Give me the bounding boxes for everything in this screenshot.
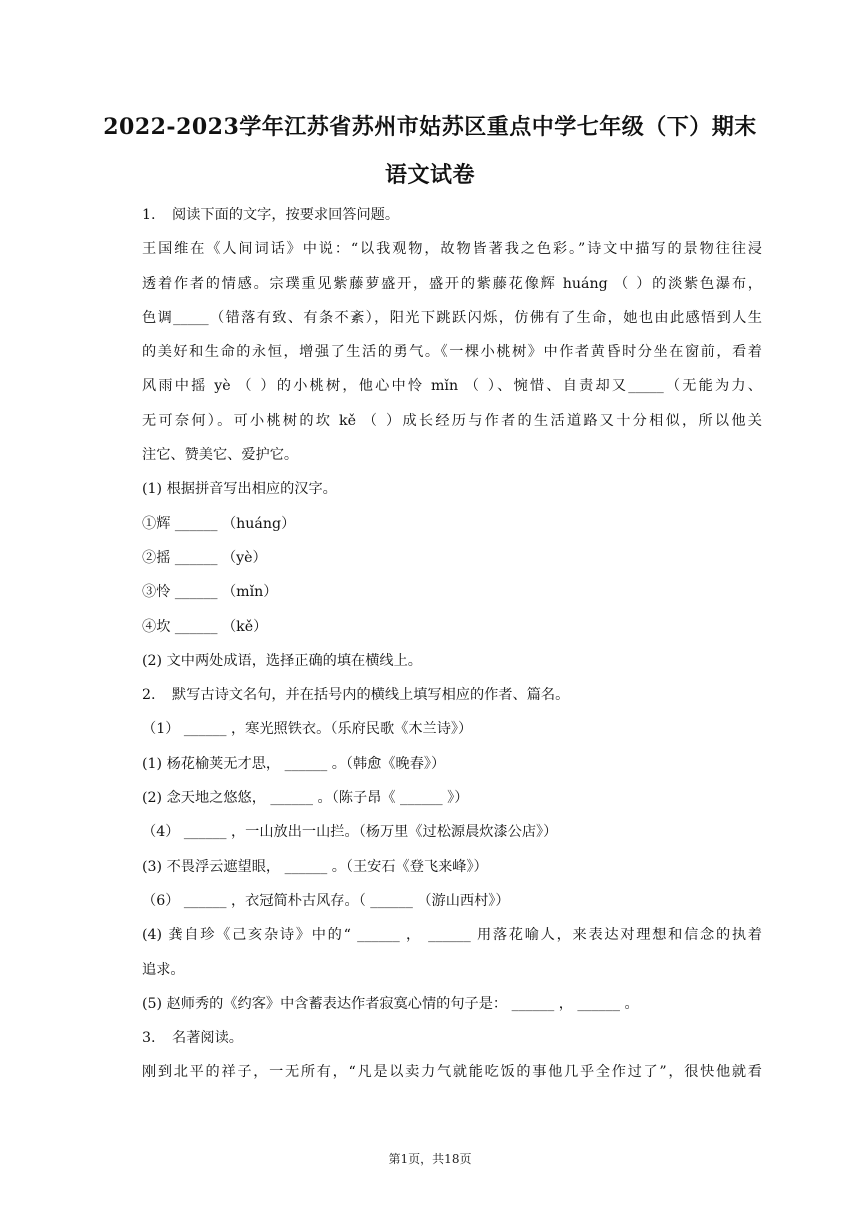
poem-line: 追求。 <box>142 961 185 978</box>
passage-line: 刚到北平的祥子，一无所有，“凡是以卖力气就能吃饭的事他几乎全作过了”，很快他就看 <box>142 1064 762 1081</box>
poem-line: （4） ______ ，一山放出一山拦。（杨万里《过松源晨炊漆公店》） <box>142 824 558 841</box>
poem-line: (4) 龚自珍《己亥杂诗》中的“ ______ ， ______ 用落花喻人，来表达对理想和信念的执着 <box>142 927 762 944</box>
poem-line: (1) 杨花榆荚无才思， ______ 。（韩愈《晚春》） <box>142 755 446 772</box>
poem-line: (2) 念天地之悠悠， ______ 。（陈子昂《 ______ 》） <box>142 790 469 807</box>
poem-line: （1） ______ ，寒光照铁衣。（乐府民歌《木兰诗》） <box>142 721 473 738</box>
document-body <box>142 198 762 1090</box>
question-number: 1. <box>142 207 156 223</box>
sub-question: (2) 文中两处成语，选择正确的填在横线上。 <box>142 652 422 669</box>
question-prompt: 名著阅读。 <box>172 1030 243 1047</box>
question-number: 2. <box>142 687 156 704</box>
passage-line: 色调_____（错落有致、有条不紊），阳光下跳跃闪烁，仿佛有了生命，她也由此感悟到人生 <box>142 309 762 326</box>
passage-line: 透着作者的情感。宗璞重见紫藤萝盛开，盛开的紫藤花像辉 huáng （ ）的淡紫色瀑布， <box>142 275 762 292</box>
poem-line: （6） ______ ，衣冠简朴古风存。（ ______ （游山西村》） <box>142 892 510 909</box>
passage-line: 王国维在《人间词话》中说：“以我观物，故物皆著我之色彩。”诗文中描写的景物往往浸 <box>142 241 762 258</box>
page-footer: 第1页，共18页 <box>388 1152 472 1166</box>
poem-line: (5) 赵师秀的《约客》中含蓄表达作者寂寞心情的句子是： ______ ， ______ 。 <box>142 995 639 1012</box>
sub-question: (1) 根据拼音写出相应的汉字。 <box>142 481 337 498</box>
passage-line: 注它、赞美它、爱护它。 <box>142 447 299 464</box>
question-1-heading <box>142 198 762 232</box>
answer-item: ④坎 ______ （kě） <box>142 618 268 635</box>
answer-item: ①辉 ______ （huáng） <box>142 515 296 532</box>
question-2-heading <box>142 678 762 712</box>
document-title-line1: 2022-2023学年江苏省苏州市姑苏区重点中学七年级（下）期末 <box>103 114 757 140</box>
passage-line: 无可奈何）。可小桃树的坎 kě （ ）成长经历与作者的生活道路又十分相似，所以他关 <box>142 412 762 429</box>
answer-item: ③怜 ______ （mǐn） <box>142 584 278 601</box>
answer-item: ②摇 ______ （yè） <box>142 549 267 566</box>
question-3-heading <box>142 1021 762 1055</box>
question-prompt: 阅读下面的文字，按要求回答问题。 <box>172 207 400 223</box>
document-title-line2: 语文试卷 <box>384 162 475 188</box>
question-number: 3. <box>142 1030 156 1047</box>
passage-line: 风雨中摇 yè （ ）的小桃树，他心中怜 mǐn （ ）、惋惜、自责却又_____（无能为力、 <box>142 378 762 395</box>
poem-line: (3) 不畏浮云遮望眼， ______ 。（王安石《登飞来峰》） <box>142 858 488 875</box>
passage-line: 的美好和生命的永恒，增强了生活的勇气。《一棵小桃树》中作者黄昏时分坐在窗前，看着 <box>142 344 762 361</box>
question-prompt: 默写古诗文名句，并在括号内的横线上填写相应的作者、篇名。 <box>172 687 570 704</box>
